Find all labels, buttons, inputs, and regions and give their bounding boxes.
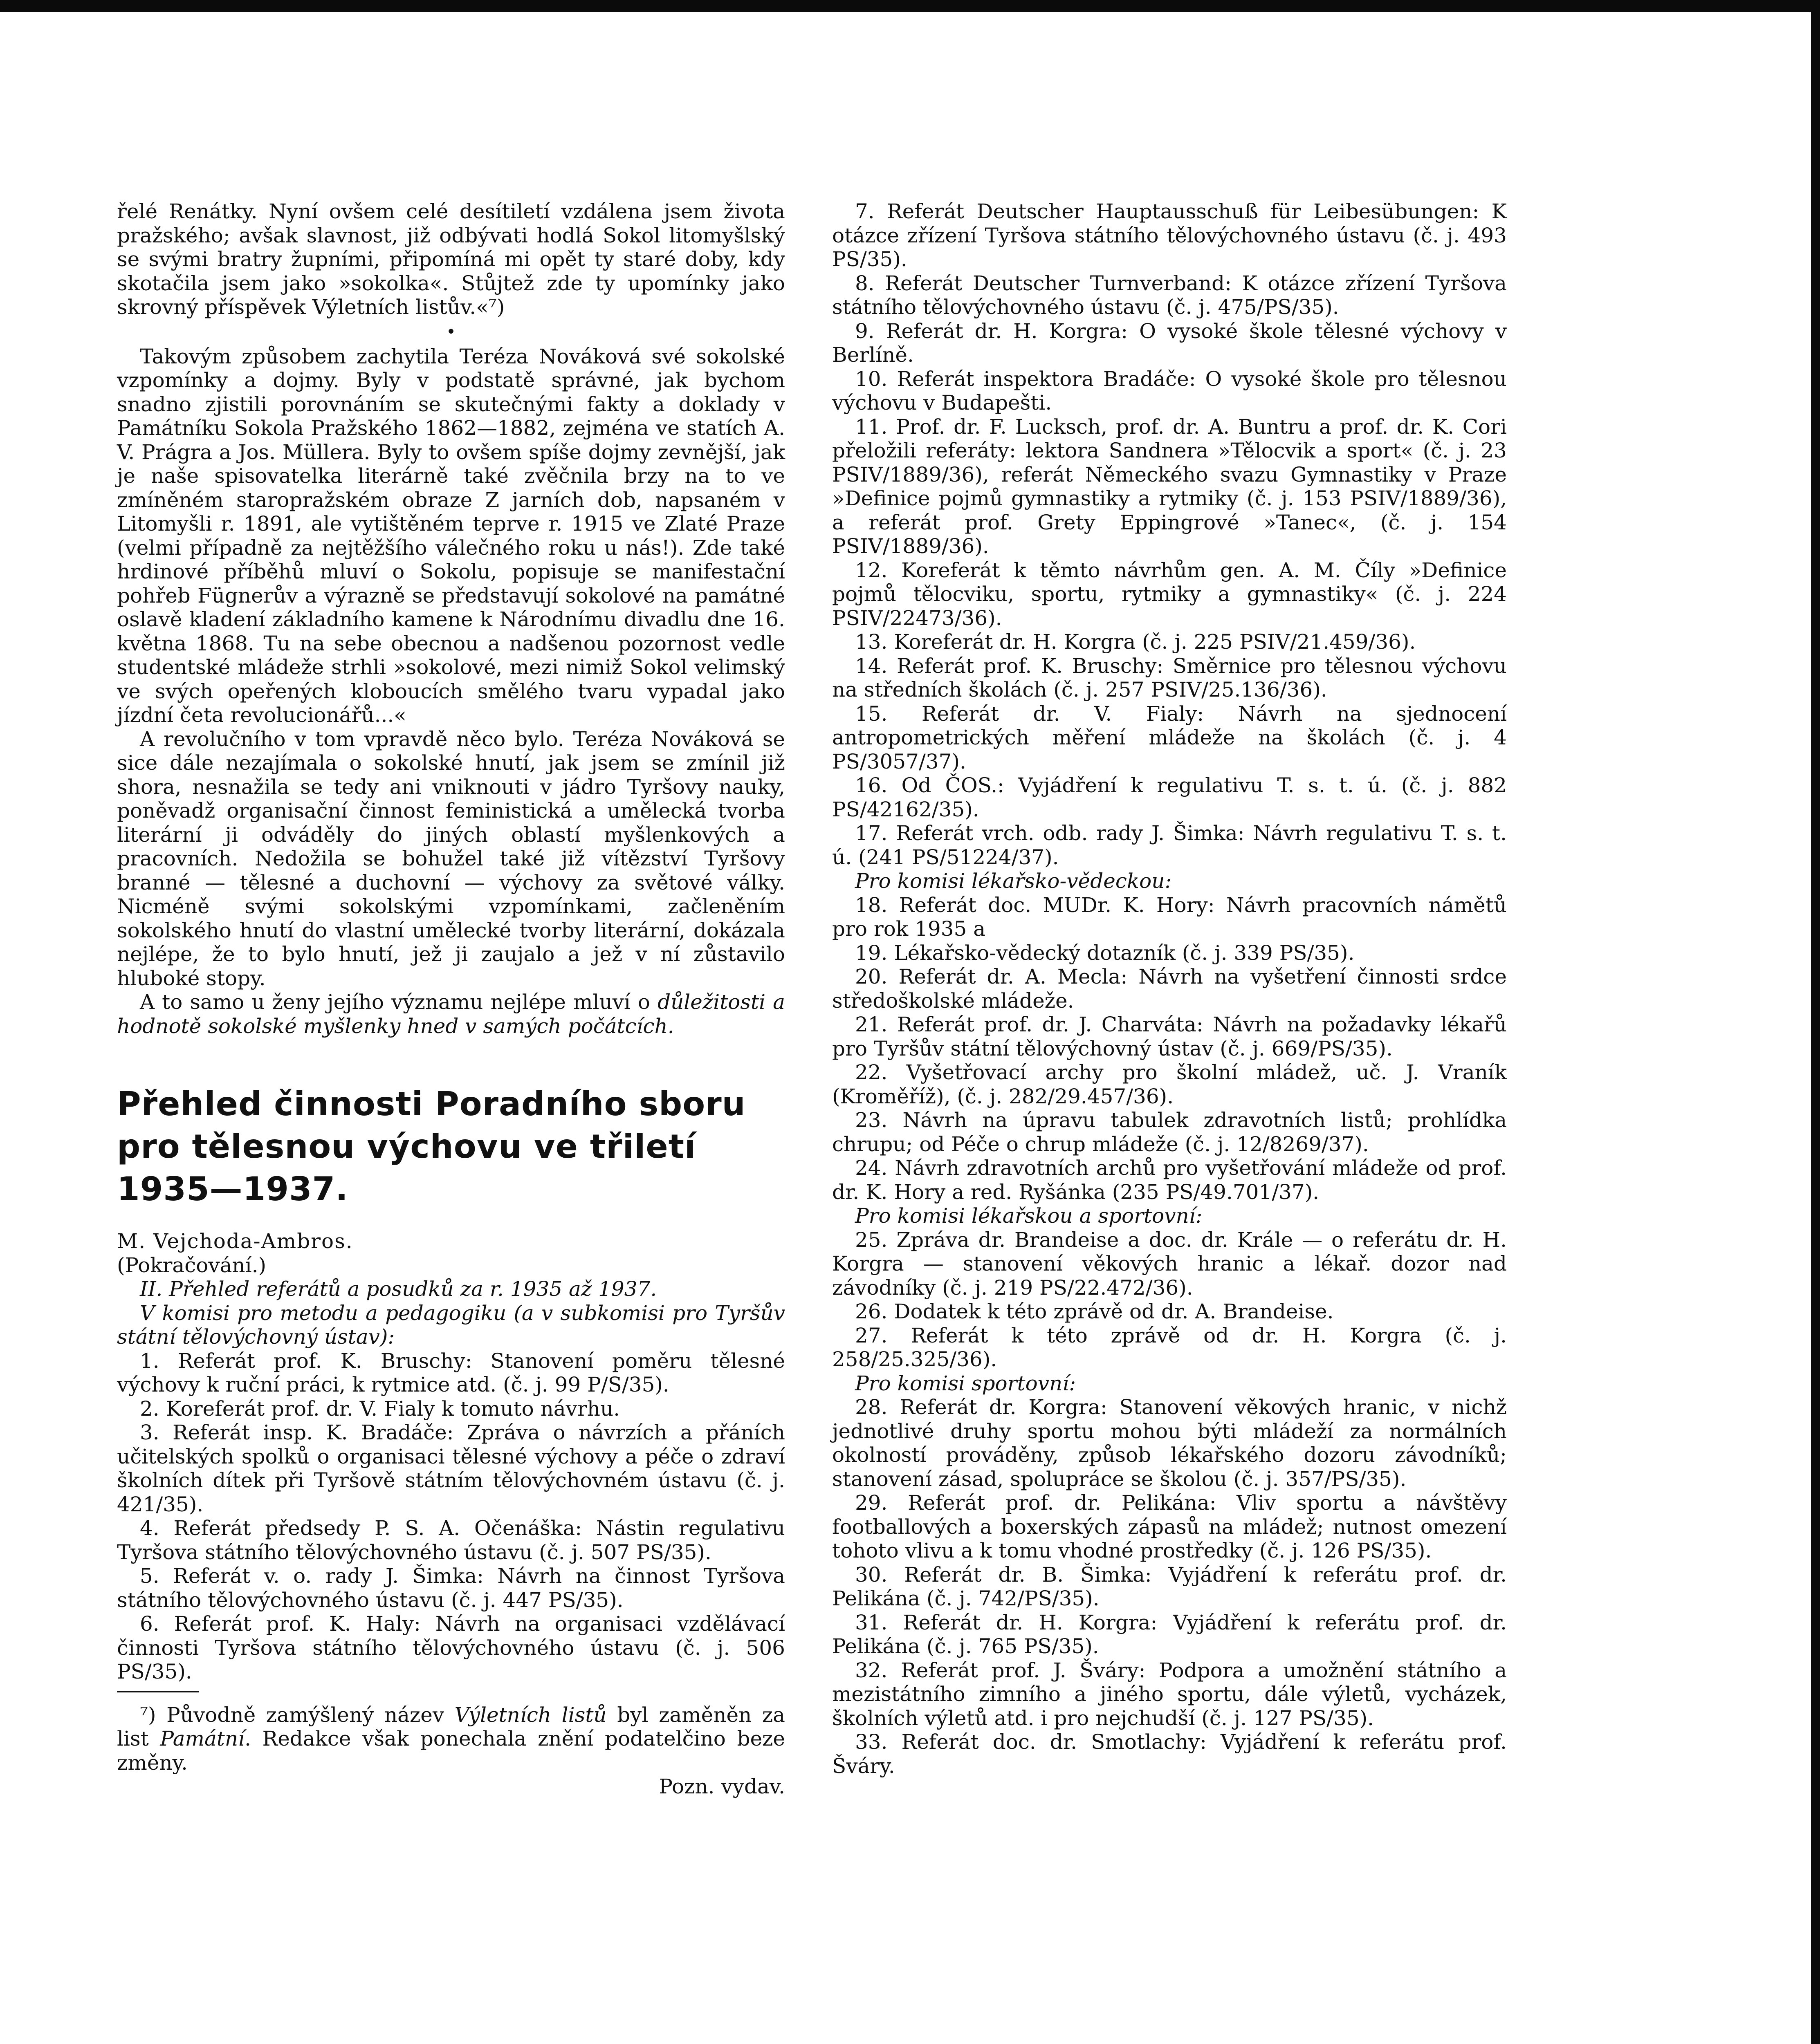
scan-border-top — [0, 0, 1820, 12]
report-list — [832, 1228, 1507, 1372]
report-item: 25. Zpráva dr. Brandeise a doc. dr. Krále — o referátu dr. H. Korgra — stanovení věkových hranic a lékař. dozor nad závodníky (č. j. 219 PS/22.472/36). — [832, 1228, 1507, 1300]
scan-border-right — [1811, 0, 1820, 2044]
report-item: 9. Referát dr. H. Korgra: O vysoké škole tělesné výchovy v Berlíně. — [832, 319, 1507, 367]
footnote-text: byl zaměněn za list — [117, 1703, 785, 1750]
report-item: 23. Návrh na úpravu tabulek zdravotních listů; prohlídka chrupu; od Péče o chrup mládeže (č. j. 12/8269/37). — [832, 1108, 1507, 1156]
report-list — [832, 199, 1507, 869]
report-list — [832, 1395, 1507, 1778]
paragraph-text: A to samo u ženy jejího významu nejlépe mluví o — [140, 990, 658, 1014]
report-list — [832, 893, 1507, 1204]
report-item: 21. Referát prof. dr. J. Charváta: Návrh na požadavky lékařů pro Tyršův státní tělovýchovný ústav (č. j. 669/PS/35). — [832, 1013, 1507, 1060]
footnote-emphasis: Památní — [160, 1727, 245, 1750]
footnote-divider — [117, 1691, 199, 1692]
report-item: 13. Koreferát dr. H. Korgra (č. j. 225 PSIV/21.459/36). — [855, 630, 1416, 654]
footnote-emphasis: Výletních listů — [454, 1703, 607, 1727]
report-item: 10. Referát inspektora Bradáče: O vysoké škole pro tělesnou výchovu v Budapešti. — [832, 367, 1507, 415]
report-item: 8. Referát Deutscher Turnverband: K otázce zřízení Tyršova státního tělovýchovného ústavu (č. j. 475/PS/35). — [832, 271, 1507, 319]
paragraph — [117, 990, 785, 1038]
paragraph: řelé Renátky. Nyní ovšem celé desítiletí vzdálena jsem života pražského; avšak slavnost, již odbývati hodlá Sokol litomyšlský se svými bratry župními, připomíná mi opět ty staré doby, kdy skotačila jsem jako »sokolka«. Stůjtež zde ty upomínky jako skrovný příspěvek Výletních listův.«⁷) — [117, 199, 785, 319]
report-item: 12. Koreferát k těmto návrhům gen. A. M. Číly »Definice pojmů tělocviku, sportu, rytmiky a gymnastiky« (č. j. 224 PSIV/22473/36). — [832, 558, 1507, 630]
ornament-bullet: • — [446, 322, 456, 341]
section-title: Přehled činnosti Poradního sboru pro tělesnou výchovu ve třiletí 1935—1937. — [117, 1085, 746, 1208]
commission-heading: Pro komisi lékařsko-vědeckou: — [855, 869, 1172, 893]
report-item: 7. Referát Deutscher Hauptausschuß für Leibesübungen: K otázce zřízení Tyršova státního tělovýchovného ústavu (č. j. 493 PS/35). — [832, 199, 1507, 271]
subsection-heading: II. Přehled referátů a posudků za r. 1935 až 1937. — [140, 1277, 657, 1301]
report-item: 24. Návrh zdravotních archů pro vyšetřování mládeže od prof. dr. K. Hory a red. Ryšánka (235 PS/49.701/37). — [832, 1156, 1507, 1204]
report-item: 16. Od ČOS.: Vyjádření k regulativu T. s. t. ú. (č. j. 882 PS/42162/35). — [832, 773, 1507, 821]
report-list — [117, 1349, 785, 1684]
report-item: 4. Referát předsedy P. S. A. Očenáška: Nástin regulativu Tyršova státního tělovýchovného ústavu (č. j. 507 PS/35). — [117, 1516, 785, 1564]
report-item: 17. Referát vrch. odb. rady J. Šimka: Návrh regulativu T. s. t. ú. (241 PS/51224/37). — [832, 821, 1507, 869]
report-item: 14. Referát prof. K. Bruschy: Směrnice pro tělesnou výchovu na středních školách (č. j. 257 PSIV/25.136/36). — [832, 654, 1507, 702]
footnote-text: ⁷) Původně zamýšlený název — [140, 1703, 455, 1727]
report-item: 22. Vyšetřovací archy pro školní mládež, uč. J. Vraník (Kroměříž), (č. j. 282/29.457/36). — [832, 1060, 1507, 1108]
report-item: 2. Koreferát prof. dr. V. Fialy k tomuto návrhu. — [140, 1396, 620, 1421]
report-item: 26. Dodatek k této zprávě od dr. A. Brandeise. — [855, 1300, 1334, 1323]
paragraph: Takovým způsobem zachytila Teréza Nováková své sokolské vzpomínky a dojmy. Byly v podstatě správné, jak bychom snadno zjistili porovnáním se skutečnými fakty a doklady v Památníku Sokola Pražského 1862—1882, zejména ve statích A. V. Prágra a Jos. Müllera. Byly to ovšem spíše dojmy zevnější, jak je naše spisovatelka literárně také zvěčnila brzy na to ve zmíněném staropražském obraze Z jarních dob, napsaném v Litomyšli r. 1891, ale vytištěném teprve r. 1915 ve Zlaté Praze (velmi případně za nejtěžšího válečného roku u nás!). Zde také hrdinové příběhů mluví o Sokolu, popisuje se manifestační pohřeb Fügnerův a výrazně se představují sokolové na památné oslavě kladení základního kamene k Národnímu divadlu dne 16. května 1868. Tu na sebe obecnou a nadšenou pozornost vedle studentské mládeže strhli »sokolové, mezi nimiž Sokol velimský ve svých opeřených kloboucích smělého tvaru vypadal jako jízdní četa revolucionářů...« — [117, 344, 785, 727]
report-item: 30. Referát dr. B. Šimka: Vyjádření k referátu prof. dr. Pelikána (č. j. 742/PS/35). — [832, 1562, 1507, 1610]
report-item: 31. Referát dr. H. Korgra: Vyjádření k referátu prof. dr. Pelikána (č. j. 765 PS/35). — [832, 1610, 1507, 1658]
commission-heading: Pro komisi lékařskou a sportovní: — [855, 1204, 1203, 1228]
commission-heading: Pro komisi sportovní: — [855, 1371, 1076, 1395]
footnote-text: . Redakce však ponechala znění podatelčino beze změny. — [117, 1727, 785, 1775]
report-item: 6. Referát prof. K. Haly: Návrh na organisaci vzdělávací činnosti Tyršova státního tělovýchovného ústavu (č. j. 506 PS/35). — [117, 1612, 785, 1683]
right-column — [832, 199, 1507, 1778]
report-item: 19. Lékařsko-vědecký dotazník (č. j. 339 PS/35). — [855, 941, 1355, 965]
report-item: 27. Referát k této zprávě od dr. H. Korgra (č. j. 258/25.325/36). — [832, 1323, 1507, 1371]
paragraph: A revolučního v tom vpravdě něco bylo. Teréza Nováková se sice dále nezajímala o sokolské hnutí, jak jsem se zmínil již shora, nesnažila se tedy ani vniknouti v jádro Tyršovy nauky, poněvadž organisační činnost feministická a umělecká tvorba literární ji odváděly do jiných oblastí myšlenkových a pracovních. Nedožila se bohužel také již vítězství Tyršovy branné — tělesné a duchovní — výchovy za světové války. Nicméně svými sokolskými vzpomínkami, začleněním sokolského hnutí do vlastní umělecké tvorby literární, dokázala nejlépe, že to bylo hnutí, jež ji zaujalo a jež v ní zůstavilo hluboké stopy. — [117, 727, 785, 990]
report-item: 28. Referát dr. Korgra: Stanovení věkových hranic, v nichž jednotlivé druhy sportu mohou býti mládeží za normálních okolností prováděny, způsob lékařského dozoru závodníků; stanovení zásad, spolupráce se školou (č. j. 357/PS/35). — [832, 1395, 1507, 1491]
commission-heading: V komisi pro metodu a pedagogiku (a v subkomisi pro Tyršův státní tělovýchovný ústav): — [117, 1301, 785, 1349]
article-author: M. Vejchoda-Ambros. — [117, 1229, 353, 1253]
footnote — [117, 1703, 785, 1775]
report-item: 20. Referát dr. A. Mecla: Návrh na vyšetření činnosti srdce středoškolské mládeže. — [832, 965, 1507, 1013]
left-column — [117, 199, 785, 1799]
report-item: 1. Referát prof. K. Bruschy: Stanovení poměru tělesné výchovy k ruční práci, k rytmice atd. (č. j. 99 P/S/35). — [117, 1349, 785, 1396]
report-item: 33. Referát doc. dr. Smotlachy: Vyjádření k referátu prof. Šváry. — [832, 1730, 1507, 1778]
report-item: 3. Referát insp. K. Bradáče: Zpráva o návrzích a přáních učitelských spolků o organisaci tělesné výchovy a péče o zdraví školních dítek při Tyršově státním tělovýchovném ústavu (č. j. 421/35). — [117, 1421, 785, 1516]
report-item: 5. Referát v. o. rady J. Šimka: Návrh na činnost Tyršova státního tělovýchovného ústavu (č. j. 447 PS/35). — [117, 1564, 785, 1612]
report-item: 32. Referát prof. J. Šváry: Podpora a umožnění státního a mezistátního zimního a jiného sportu, dále výletů, vycházek, školních výletů atd. i pro nejchudší (č. j. 127 PS/35). — [832, 1658, 1507, 1730]
footnote-signature-row — [117, 1775, 785, 1799]
report-item: 18. Referát doc. MUDr. K. Hory: Návrh pracovních námětů pro rok 1935 a — [832, 893, 1507, 941]
footnote-signature: Pozn. vydav. — [659, 1775, 785, 1798]
continued-note: (Pokračování.) — [117, 1253, 266, 1277]
report-item: 29. Referát prof. dr. Pelikána: Vliv sportu a návštěvy footballových a boxerských zápasů na mládež; nutnost omezení tohoto vlivu a k tomu vhodné prostředky (č. j. 126 PS/35). — [832, 1491, 1507, 1562]
paragraph-emphasis: důležitosti a hodnotě sokolské myšlenky hned v samých počátcích. — [117, 990, 785, 1038]
report-item: 11. Prof. dr. F. Lucksch, prof. dr. A. Buntru a prof. dr. K. Cori přeložili referáty: lektora Sandnera »Tělocvik a sport« (č. j. 23 PSIV/1889/36), referát Německého svazu Gymnastiky v Praze »Definice pojmů gymnastiky a rytmiky (č. j. 153 PSIV/1889/36), a referát prof. Grety Eppingrové »Tanec«, (č. j. 154 PSIV/1889/36). — [832, 415, 1507, 558]
report-item: 15. Referát dr. V. Fialy: Návrh na sjednocení antropometrických měření mládeže na školách (č. j. 4 PS/3057/37). — [832, 702, 1507, 773]
